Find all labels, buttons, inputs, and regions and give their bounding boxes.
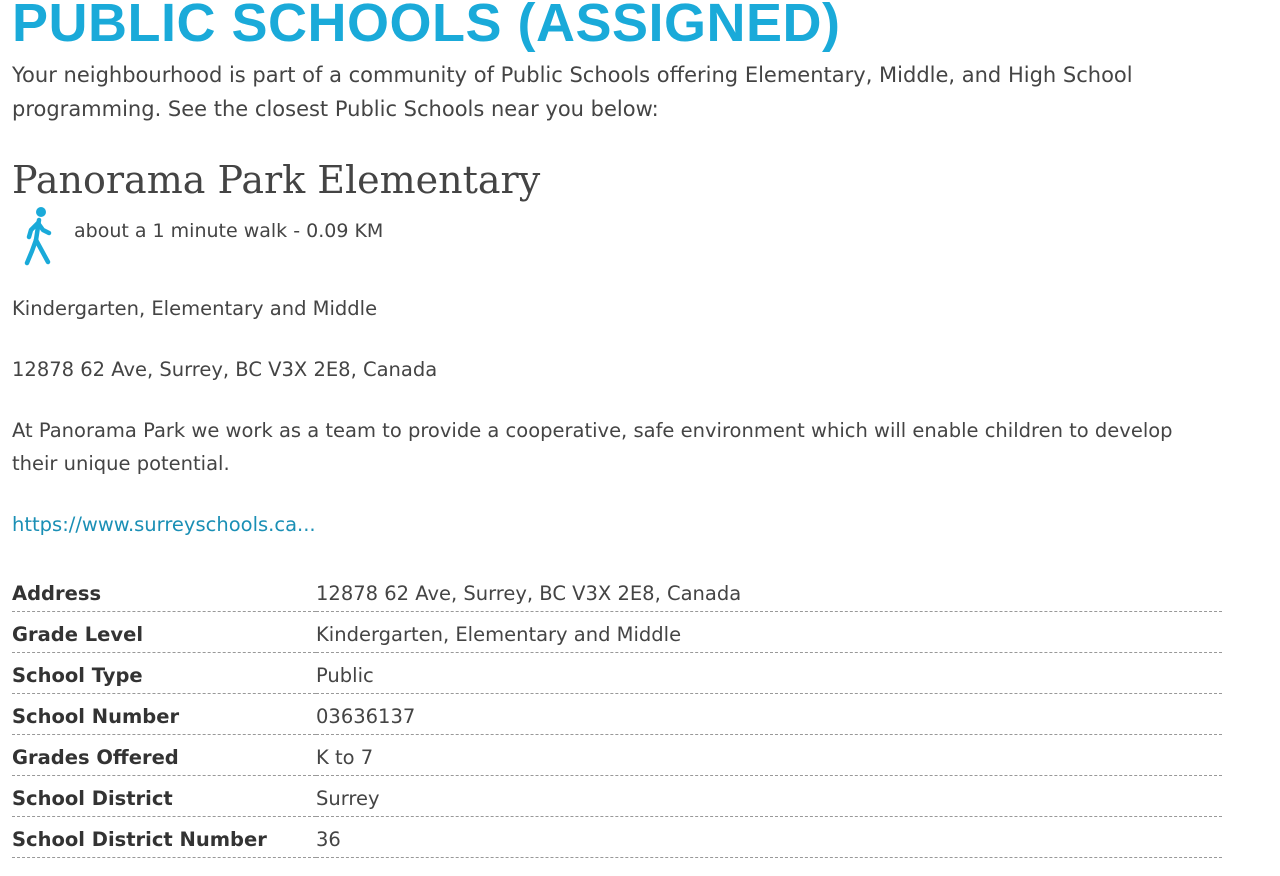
section-title: PUBLIC SCHOOLS (ASSIGNED) [12,0,841,53]
detail-label: School Number [12,705,180,728]
detail-value: Surrey [316,787,380,810]
detail-label: Address [12,582,102,605]
table-row [12,653,1222,694]
detail-value: Public [316,664,374,687]
school-address: 12878 62 Ave, Surrey, BC V3X 2E8, Canada [12,358,438,381]
detail-value: Kindergarten, Elementary and Middle [316,623,682,646]
table-row [12,735,1222,776]
detail-value: K to 7 [316,746,374,769]
detail-label: School Type [12,664,143,687]
table-row [12,571,1222,612]
detail-value: 12878 62 Ave, Surrey, BC V3X 2E8, Canada [316,582,742,605]
detail-value: 03636137 [316,705,416,728]
school-card [12,156,1232,858]
school-details-table [12,571,1222,858]
school-name: Panorama Park Elementary [12,158,541,202]
school-website-link[interactable]: https://www.surreyschools.ca... [12,513,316,536]
walking-person-icon [20,206,72,268]
detail-label: Grades Offered [12,746,179,769]
table-row [12,776,1222,817]
school-description: At Panorama Park we work as a team to provide a cooperative, safe environment which will enable children to develop their unique potential. [12,419,1173,475]
table-row [12,694,1222,735]
detail-label: School District Number [12,828,267,851]
detail-value: 36 [316,828,341,851]
table-row [12,817,1222,858]
schools-section [12,0,1232,858]
detail-label: School District [12,787,173,810]
walk-distance-text: about a 1 minute walk - 0.09 KM [74,220,384,242]
school-link-row [12,508,1232,541]
grade-summary: Kindergarten, Elementary and Middle [12,297,378,320]
walk-distance [12,206,1232,268]
detail-label: Grade Level [12,623,144,646]
table-row [12,612,1222,653]
section-intro: Your neighbourhood is part of a community of Public Schools offering Elementary, Middle, and High School programming. See the closest Public Schools near you below: [12,63,1133,121]
